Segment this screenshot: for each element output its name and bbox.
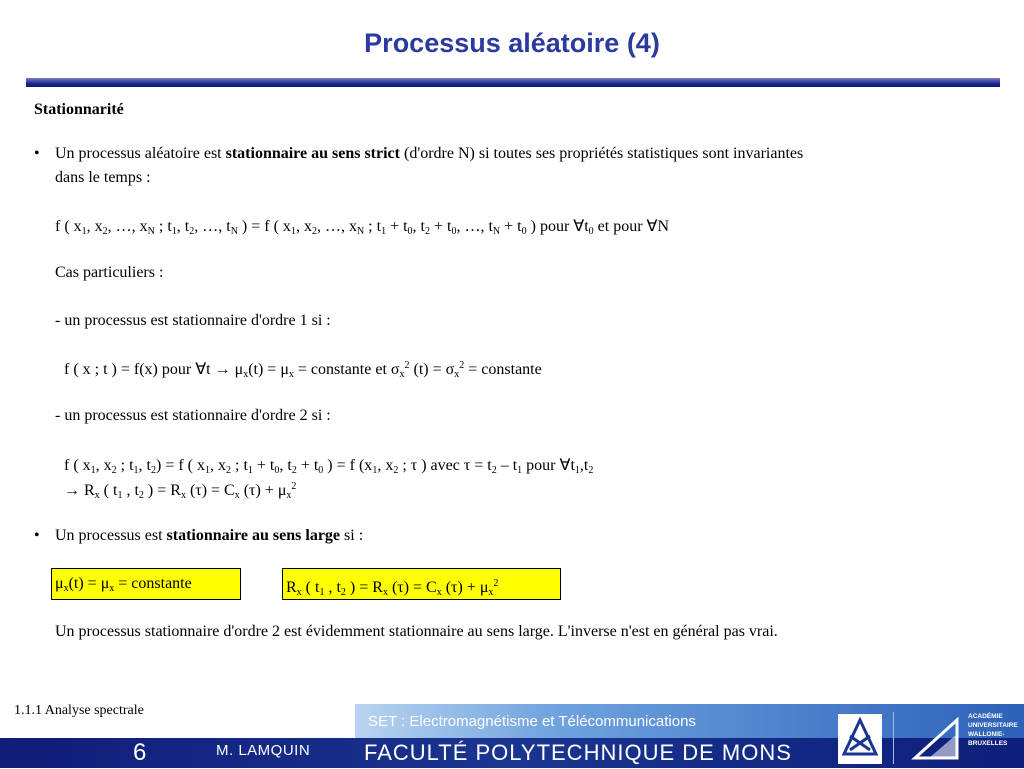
bullet-marker: •	[34, 145, 40, 162]
footer-course-title: SET : Electromagnétisme et Télécommunications	[368, 713, 696, 730]
conclusion-text: Un processus stationnaire d'ordre 2 est évidemment stationnaire au sens large. L'inverse n'est en général pas vrai.	[55, 623, 778, 640]
footer-faculty: FACULTÉ POLYTECHNIQUE DE MONS	[364, 740, 792, 765]
footer-section-label: 1.1.1 Analyse spectrale	[14, 703, 144, 718]
section-heading: Stationnarité	[34, 101, 124, 118]
footer-author: M. LAMQUIN	[216, 742, 311, 759]
ordre1-heading: - un processus est stationnaire d'ordre 1 si :	[55, 312, 331, 329]
highlight-box-mean: $\mu_x(t) = \mu_x$ = constante	[51, 568, 241, 600]
logo-divider	[893, 712, 894, 764]
academy-logo-text: ACADÉMIE UNIVERSITAIRE WALLONIE- BRUXELLES	[968, 713, 1018, 747]
faculty-logo-icon	[838, 714, 882, 764]
bullet-strict-line1: Un processus aléatoire est stationnaire au sens strict (d'ordre N) si toutes ses propriétés statistiques sont invariantes	[55, 145, 804, 162]
cas-particuliers: Cas particuliers :	[55, 264, 164, 281]
equation-strict: f ( $x_1$, $x_2$, …, $x_N$ ; $t_1$, $t_2$, …, $t_N$ ) = f ( $x_1$, $x_2$, …, $x_N$ ; $t_1 + t_0$, $t_2 + t_0$, …, $t_N + t_0$ ) pour $\forall t_0$ et pour ∀N	[55, 218, 670, 237]
academy-logo-icon	[905, 712, 965, 764]
equation-ordre2-line1: f ( $x_1$, $x_2$ ; $t_1$, $t_2) = f$ ( $x_1$, $x_2$ ; $t_1 + t_0$, $t_2 + t_0$ ) = f ($x_1$, $x_2$ ; τ ) avec $\tau = t_2 - t_1$ pour $\forall t_1,t_2$	[64, 457, 594, 476]
bullet-strict-line2: dans le temps :	[55, 169, 151, 186]
bullet-large: Un processus est stationnaire au sens large si :	[55, 527, 364, 544]
page-number: 6	[133, 739, 147, 766]
equation-ordre1: f ( x ; t ) = f(x) pour ∀t → $\mu_x(t) = \mu_x$ = constante et $\sigma_x^2$ $(t) = \sigma_x^2$ = constante	[64, 360, 542, 380]
highlight-box-autocorrelation: $R_x$ ( $t_1$ , $t_2$ ) = $R_x$ $(\tau) = C_x$ $(\tau) + \mu_x^2$	[282, 568, 561, 600]
equation-ordre2-line2: → $R_x$ ( $t_1$ , $t_2$ ) = $R_x$ $(\tau) = C_x$ $(\tau) + \mu_x^2$	[64, 481, 297, 501]
ordre2-heading: - un processus est stationnaire d'ordre 2 si :	[55, 407, 331, 424]
bullet-marker: •	[34, 527, 40, 544]
page-title: Processus aléatoire (4)	[364, 28, 660, 58]
